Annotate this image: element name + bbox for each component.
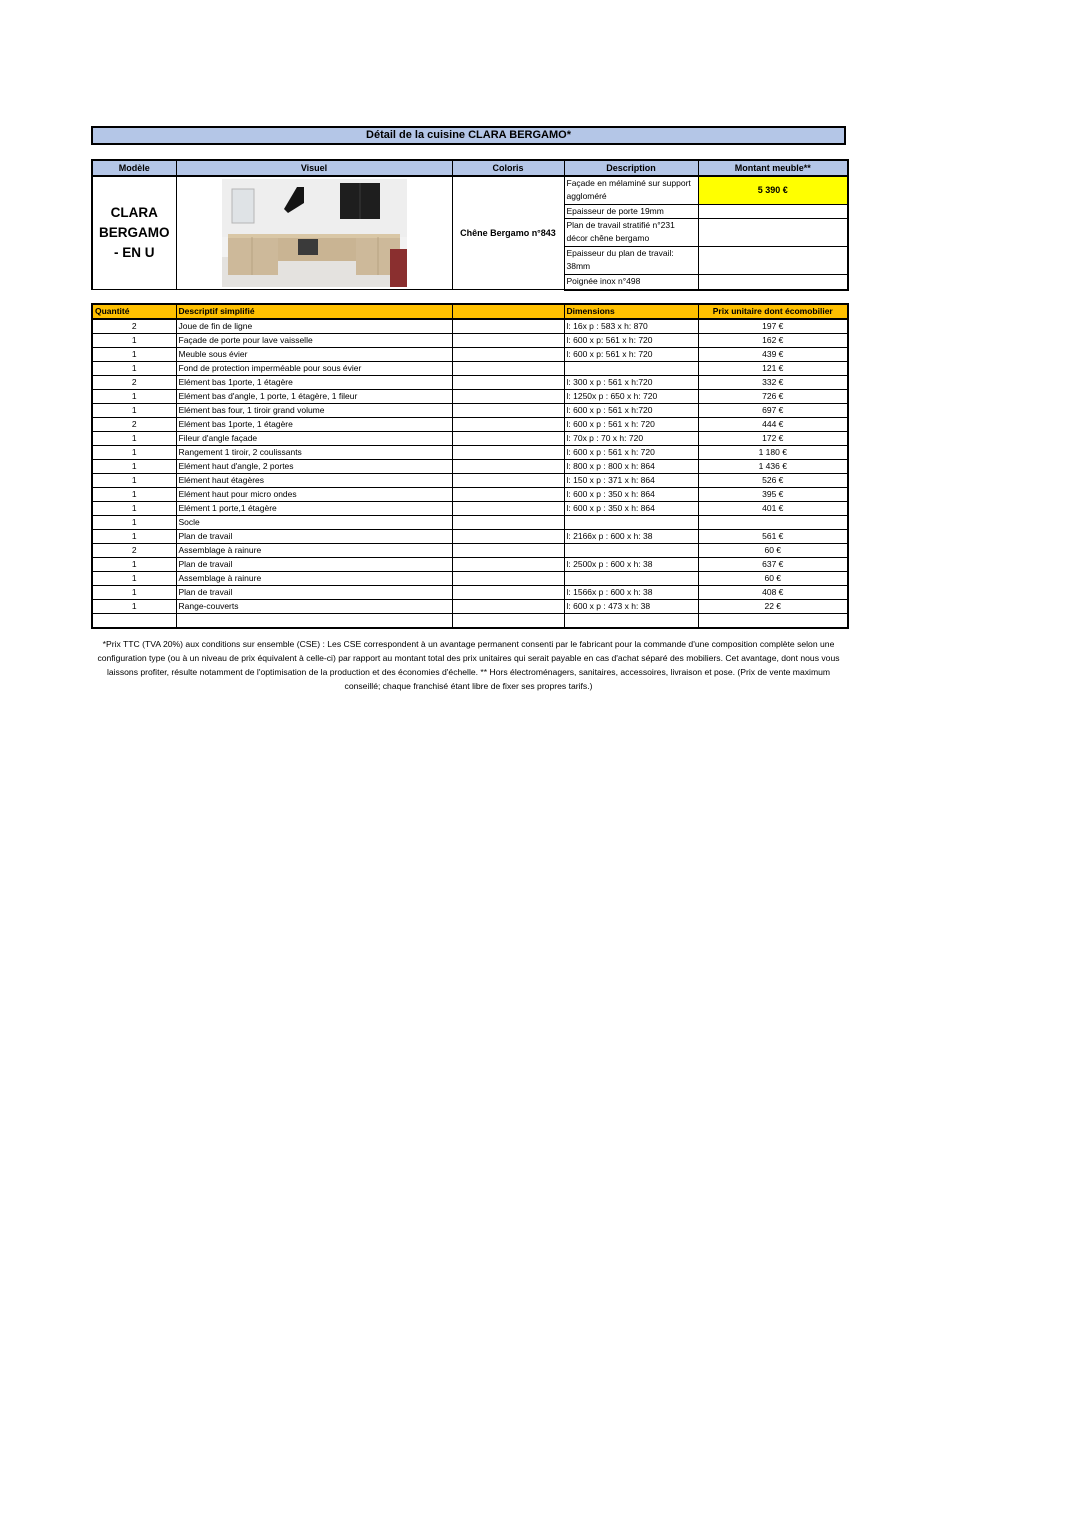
quantity-cell: 1 (92, 530, 176, 544)
empty-cell (698, 218, 848, 246)
table-row (92, 614, 848, 629)
description-cell: Fileur d'angle façade (176, 432, 452, 446)
blank-cell (452, 530, 564, 544)
quantity-cell: 2 (92, 376, 176, 390)
kitchen-photo-icon (222, 179, 407, 287)
price-cell: 332 € (698, 376, 848, 390)
price-cell: 444 € (698, 418, 848, 432)
empty-cell (698, 275, 848, 290)
blank-cell (452, 586, 564, 600)
quantity-cell: 1 (92, 432, 176, 446)
blank-cell (452, 446, 564, 460)
description-cell: Plan de travail (176, 530, 452, 544)
table-row (92, 488, 848, 502)
blank-cell (452, 334, 564, 348)
description-line: Epaisseur de porte 19mm (564, 204, 698, 218)
header-visuel: Visuel (176, 160, 452, 176)
description-cell: Elément bas four, 1 tiroir grand volume (176, 404, 452, 418)
blank-cell (452, 516, 564, 530)
quantity-cell: 1 (92, 390, 176, 404)
blank-cell (452, 502, 564, 516)
quantity-cell: 1 (92, 348, 176, 362)
quantity-cell: 1 (92, 446, 176, 460)
dimensions-cell: l: 70x p : 70 x h: 720 (564, 432, 698, 446)
dimensions-cell (564, 572, 698, 586)
blank-cell (452, 488, 564, 502)
description-cell: Elément 1 porte,1 étagère (176, 502, 452, 516)
price-cell: 22 € (698, 600, 848, 614)
header-modele: Modèle (92, 160, 176, 176)
table-row (92, 376, 848, 390)
model-header-row (92, 160, 848, 176)
blank-cell (452, 418, 564, 432)
table-row (92, 446, 848, 460)
table-row (92, 586, 848, 600)
quantity-cell: 2 (92, 319, 176, 334)
table-row (92, 334, 848, 348)
blank-cell (452, 362, 564, 376)
quantity-cell: 1 (92, 334, 176, 348)
header-dimensions: Dimensions (564, 304, 698, 319)
header-quantite: Quantité (92, 304, 176, 319)
quantity-cell: 2 (92, 544, 176, 558)
dimensions-cell (564, 544, 698, 558)
model-name: CLARA BERGAMO - EN U (92, 176, 176, 290)
blank-cell (452, 460, 564, 474)
table-row (92, 572, 848, 586)
dimensions-cell: l: 600 x p : 473 x h: 38 (564, 600, 698, 614)
dimensions-cell: l: 150 x p : 371 x h: 864 (564, 474, 698, 488)
price-cell: 408 € (698, 586, 848, 600)
quantity-cell: 2 (92, 418, 176, 432)
description-line: Plan de travail stratifié n°231 décor chêne bergamo (564, 218, 698, 246)
dimensions-cell: l: 600 x p : 350 x h: 864 (564, 502, 698, 516)
header-blank (452, 304, 564, 319)
price-cell: 60 € (698, 544, 848, 558)
price-cell (698, 614, 848, 629)
empty-cell (698, 247, 848, 275)
description-cell: Plan de travail (176, 558, 452, 572)
blank-cell (452, 474, 564, 488)
dimensions-cell: l: 1250x p : 650 x h: 720 (564, 390, 698, 404)
dimensions-cell: l: 1566x p : 600 x h: 38 (564, 586, 698, 600)
header-descriptif: Descriptif simplifié (176, 304, 452, 319)
blank-cell (452, 390, 564, 404)
header-coloris: Coloris (452, 160, 564, 176)
header-description: Description (564, 160, 698, 176)
dimensions-cell: l: 600 x p : 561 x h: 720 (564, 418, 698, 432)
price-cell: 697 € (698, 404, 848, 418)
items-header-row (92, 304, 848, 319)
price-cell: 726 € (698, 390, 848, 404)
price-cell: 1 180 € (698, 446, 848, 460)
kitchen-visual (176, 176, 452, 290)
description-cell: Assemblage à rainure (176, 544, 452, 558)
dimensions-cell: l: 600 x p : 561 x h: 720 (564, 446, 698, 460)
price-cell (698, 516, 848, 530)
description-line: Epaisseur du plan de travail: 38mm (564, 247, 698, 275)
price-value: 5 390 € (698, 176, 848, 204)
blank-cell (452, 544, 564, 558)
price-cell: 526 € (698, 474, 848, 488)
header-montant: Montant meuble** (698, 160, 848, 176)
blank-cell (452, 572, 564, 586)
description-cell: Façade de porte pour lave vaisselle (176, 334, 452, 348)
blank-cell (452, 432, 564, 446)
blank-cell (452, 600, 564, 614)
description-cell: Elément bas 1porte, 1 étagère (176, 418, 452, 432)
table-row (92, 474, 848, 488)
table-row (92, 362, 848, 376)
coloris-value: Chêne Bergamo n°843 (452, 176, 564, 290)
quantity-cell (92, 614, 176, 629)
dimensions-cell: l: 300 x p : 561 x h:720 (564, 376, 698, 390)
price-cell: 60 € (698, 572, 848, 586)
table-row (92, 544, 848, 558)
description-cell: Range-couverts (176, 600, 452, 614)
description-cell: Rangement 1 tiroir, 2 coulissants (176, 446, 452, 460)
footnote: *Prix TTC (TVA 20%) aux conditions sur ensemble (CSE) : Les CSE correspondent à un avantage permanent consenti par le fabricant pour la commande d'une composition complète selon une configuration type (ou à un niveau de prix équivalent à celle-ci) par rapport au montant total des prix unitaires qui serait payable en cas d'achat séparé des mobiliers. Cet avantage, dont nous vous laissons profiter, résulte notamment de l'optimisation de la production et des économies d'échelle. ** Hors électroménagers, sanitaires, accessoires, livraison et pose. (Prix de vente maximum conseillé; chaque franchisé étant libre de fixer ses propres tarifs.) (97, 639, 840, 691)
items-table (91, 303, 849, 629)
description-cell: Elément haut d'angle, 2 portes (176, 460, 452, 474)
price-cell: 162 € (698, 334, 848, 348)
page-title: Détail de la cuisine CLARA BERGAMO* (91, 126, 846, 145)
table-row (92, 502, 848, 516)
quantity-cell: 1 (92, 404, 176, 418)
description-line: Façade en mélaminé sur support aggloméré (564, 176, 698, 204)
price-cell: 395 € (698, 488, 848, 502)
blank-cell (452, 558, 564, 572)
quantity-cell: 1 (92, 558, 176, 572)
table-row (92, 516, 848, 530)
dimensions-cell: l: 600 x p : 350 x h: 864 (564, 488, 698, 502)
quantity-cell: 1 (92, 488, 176, 502)
table-row (92, 404, 848, 418)
dimensions-cell (564, 362, 698, 376)
price-cell: 561 € (698, 530, 848, 544)
dimensions-cell (564, 614, 698, 629)
dimensions-cell: l: 600 x p: 561 x h: 720 (564, 348, 698, 362)
quantity-cell: 1 (92, 572, 176, 586)
description-cell: Elément bas 1porte, 1 étagère (176, 376, 452, 390)
dimensions-cell: l: 2166x p : 600 x h: 38 (564, 530, 698, 544)
price-cell: 401 € (698, 502, 848, 516)
table-row (92, 418, 848, 432)
blank-cell (452, 348, 564, 362)
table-row (92, 348, 848, 362)
dimensions-cell (564, 516, 698, 530)
table-row (92, 390, 848, 404)
description-cell: Joue de fin de ligne (176, 319, 452, 334)
price-cell: 637 € (698, 558, 848, 572)
price-cell: 121 € (698, 362, 848, 376)
description-cell: Elément bas d'angle, 1 porte, 1 étagère, 1 fileur (176, 390, 452, 404)
blank-cell (452, 319, 564, 334)
blank-cell (452, 404, 564, 418)
dimensions-cell: l: 600 x p: 561 x h: 720 (564, 334, 698, 348)
price-cell: 439 € (698, 348, 848, 362)
quantity-cell: 1 (92, 600, 176, 614)
price-cell: 172 € (698, 432, 848, 446)
description-cell (176, 614, 452, 629)
table-row (92, 600, 848, 614)
quantity-cell: 1 (92, 460, 176, 474)
table-row (92, 530, 848, 544)
table-row (92, 319, 848, 334)
quantity-cell: 1 (92, 502, 176, 516)
dimensions-cell: l: 16x p : 583 x h: 870 (564, 319, 698, 334)
model-table (91, 159, 849, 291)
empty-cell (698, 204, 848, 218)
description-cell: Fond de protection imperméable pour sous évier (176, 362, 452, 376)
header-prix: Prix unitaire dont écomobilier (698, 304, 848, 319)
price-cell: 1 436 € (698, 460, 848, 474)
description-cell: Elément haut étagères (176, 474, 452, 488)
table-row (92, 432, 848, 446)
description-line: Poignée inox n°498 (564, 275, 698, 290)
blank-cell (452, 614, 564, 629)
description-cell: Plan de travail (176, 586, 452, 600)
table-row (92, 460, 848, 474)
dimensions-cell: l: 2500x p : 600 x h: 38 (564, 558, 698, 572)
quantity-cell: 1 (92, 362, 176, 376)
description-cell: Meuble sous évier (176, 348, 452, 362)
quantity-cell: 1 (92, 474, 176, 488)
blank-cell (452, 376, 564, 390)
description-cell: Elément haut pour micro ondes (176, 488, 452, 502)
price-cell: 197 € (698, 319, 848, 334)
description-cell: Socle (176, 516, 452, 530)
table-row (92, 558, 848, 572)
description-cell: Assemblage à rainure (176, 572, 452, 586)
quantity-cell: 1 (92, 516, 176, 530)
quantity-cell: 1 (92, 586, 176, 600)
dimensions-cell: l: 600 x p : 561 x h:720 (564, 404, 698, 418)
dimensions-cell: l: 800 x p : 800 x h: 864 (564, 460, 698, 474)
